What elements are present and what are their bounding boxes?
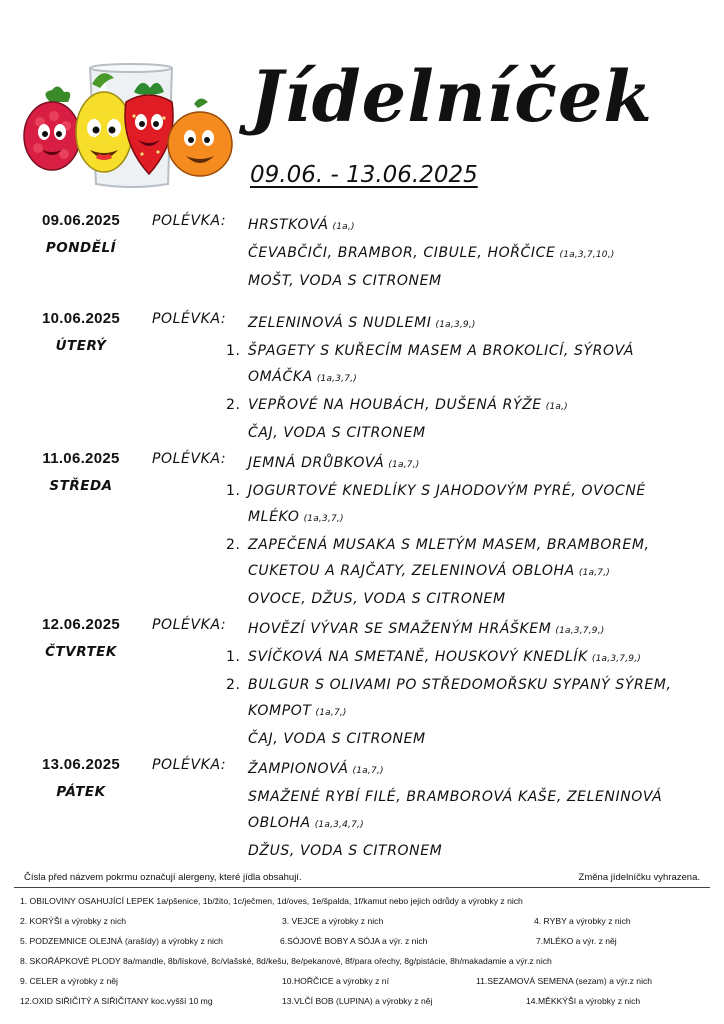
dish-line bbox=[248, 838, 698, 864]
dish-text: SVÍČKOVÁ NA SMETANĚ, HOUSKOVÝ KNEDLÍK bbox=[248, 649, 588, 665]
dish-line bbox=[248, 616, 698, 644]
allergen-item: 5. PODZEMNICE OLEJNÁ (arašídy) a výrobky z nich bbox=[20, 936, 223, 946]
dish-line bbox=[248, 784, 698, 810]
allergen-codes: (1a,3,7,) bbox=[316, 374, 357, 384]
dish-number: 2. bbox=[226, 537, 241, 553]
dish-text: ČAJ, VODA S CITRONEM bbox=[248, 425, 426, 441]
dish-line bbox=[226, 392, 698, 420]
dish-text: MOŠT, VODA S CITRONEM bbox=[248, 273, 442, 289]
day-date: 13.06.2025 bbox=[41, 756, 121, 773]
dish-line bbox=[248, 810, 698, 838]
soup-label: POLÉVKA: bbox=[152, 617, 227, 633]
dish-text: ZELENINOVÁ S NUDLEMI bbox=[248, 315, 432, 331]
header bbox=[0, 0, 724, 200]
dish-text: OVOCE, DŽUS, VODA S CITRONEM bbox=[248, 591, 506, 607]
dish-number: 1. bbox=[226, 649, 241, 665]
day-name: STŘEDA bbox=[49, 478, 113, 494]
allergen-item: 3. VEJCE a výrobky z nich bbox=[282, 916, 384, 926]
soup-label: POLÉVKA: bbox=[152, 311, 227, 327]
dish-line bbox=[226, 532, 698, 558]
allergen-codes: (1a,) bbox=[545, 402, 568, 412]
dish-text: CUKETOU A RAJČATY, ZELENINOVÁ OBLOHA bbox=[248, 563, 575, 579]
dish-line bbox=[226, 672, 698, 698]
dish-lines bbox=[226, 310, 698, 446]
dish-line bbox=[248, 364, 698, 392]
allergen-item: 1. OBILOVINY OSAHUJÍCÍ LEPEK 1a/pšenice, 1b/žito, 1c/ječmen, 1d/oves, 1e/špalda, 1f/kamut nebo jejich odrůdy a výrobky z nich bbox=[20, 896, 523, 906]
allergen-item: 10.HOŘČICE a výrobky z ní bbox=[282, 976, 389, 986]
dish-line bbox=[248, 240, 698, 268]
day-name: PÁTEK bbox=[56, 784, 106, 800]
dish-line bbox=[248, 450, 698, 478]
soup-label: POLÉVKA: bbox=[152, 213, 227, 229]
fruit-juice-logo-icon bbox=[22, 62, 242, 192]
dish-text: OBLOHA bbox=[248, 815, 311, 831]
dish-text: DŽUS, VODA S CITRONEM bbox=[248, 843, 443, 859]
day-date: 11.06.2025 bbox=[42, 450, 120, 467]
dish-text: VEPŘOVÉ NA HOUBÁCH, DUŠENÁ RÝŽE bbox=[248, 397, 542, 413]
day-name: PONDĚLÍ bbox=[45, 240, 117, 256]
dish-text: HOVĚZÍ VÝVAR SE SMAŽENÝM HRÁŠKEM bbox=[248, 621, 552, 637]
dish-line bbox=[248, 756, 698, 784]
allergen-codes: (1a,3,7,9,) bbox=[591, 654, 641, 664]
soup-label: POLÉVKA: bbox=[152, 451, 227, 467]
allergen-item: 2. KORÝŠI a výrobky z nich bbox=[20, 916, 127, 926]
allergen-item: 12.OXID SIŘIČITÝ A SIŘIČITANY koc.vyšší 10 mg bbox=[20, 996, 213, 1006]
soup-label: POLÉVKA: bbox=[152, 757, 227, 773]
dish-line bbox=[248, 504, 698, 532]
dish-number: 2. bbox=[226, 397, 241, 413]
footer-divider bbox=[14, 887, 710, 888]
allergen-item: 14.MĚKKÝŠI a výrobky z nich bbox=[526, 996, 641, 1006]
dish-text: ZAPEČENÁ MUSAKA S MLETÝM MASEM, BRAMBOREM, bbox=[248, 537, 650, 553]
dish-line bbox=[248, 310, 698, 338]
allergen-codes: (1a,3,7,9,) bbox=[555, 626, 605, 636]
allergen-codes: (1a,3,4,7,) bbox=[314, 820, 364, 830]
day-name: ÚTERÝ bbox=[55, 338, 107, 354]
dish-text: ČAJ, VODA S CITRONEM bbox=[248, 731, 426, 747]
dish-text: JEMNÁ DRŮBKOVÁ bbox=[248, 455, 385, 471]
dish-text: HRSTKOVÁ bbox=[248, 217, 329, 233]
allergen-codes: (1a,) bbox=[332, 222, 355, 232]
allergen-item: 6.SÓJOVÉ BOBY A SÓJA a výr. z nich bbox=[280, 936, 428, 946]
allergen-item: 11.SEZAMOVÁ SEMENA (sezam) a výr.z nich bbox=[476, 976, 653, 986]
dish-number: 1. bbox=[226, 343, 241, 359]
dish-lines bbox=[248, 212, 698, 294]
dish-lines bbox=[226, 450, 698, 612]
allergen-codes: (1a,7,) bbox=[315, 708, 347, 718]
dish-line bbox=[248, 420, 698, 446]
dish-text: KOMPOT bbox=[248, 703, 312, 719]
allergen-codes: (1a,3,7,10,) bbox=[559, 250, 615, 260]
dish-number: 1. bbox=[226, 483, 241, 499]
dish-line bbox=[248, 698, 698, 726]
day-date: 09.06.2025 bbox=[41, 212, 121, 229]
week-date-range: 09.06. - 13.06.2025 bbox=[250, 162, 478, 188]
dish-line bbox=[226, 338, 698, 364]
dish-line bbox=[248, 558, 698, 586]
day-date: 10.06.2025 bbox=[41, 310, 121, 327]
dish-number: 2. bbox=[226, 677, 241, 693]
allergen-codes: (1a,7,) bbox=[388, 460, 420, 470]
allergen-codes: (1a,7,) bbox=[578, 568, 610, 578]
allergen-item: 4. RYBY a výrobky z nich bbox=[534, 916, 631, 926]
dish-text: ČEVABČIČI, BRAMBOR, CIBULE, HOŘČICE bbox=[248, 245, 556, 261]
change-reserved-note: Změna jídelníčku vyhrazena. bbox=[578, 872, 700, 883]
dish-text: OMÁČKA bbox=[248, 369, 313, 385]
allergen-codes: (1a,3,7,) bbox=[303, 514, 344, 524]
dish-text: SMAŽENÉ RYBÍ FILÉ, BRAMBOROVÁ KAŠE, ZELENINOVÁ bbox=[248, 789, 663, 805]
day-date: 12.06.2025 bbox=[41, 616, 121, 633]
dish-line bbox=[248, 726, 698, 752]
dish-text: JOGURTOVÉ KNEDLÍKY S JAHODOVÝM PYRÉ, OVOCNÉ bbox=[248, 483, 646, 499]
dish-line bbox=[248, 212, 698, 240]
dish-line bbox=[226, 644, 698, 672]
allergen-codes: (1a,3,9,) bbox=[435, 320, 476, 330]
dish-line bbox=[248, 586, 698, 612]
day-name: ČTVRTEK bbox=[45, 644, 117, 660]
dish-text: MLÉKO bbox=[248, 509, 300, 525]
allergen-item: 9. CELER a výrobky z něj bbox=[20, 976, 118, 986]
dish-line bbox=[226, 478, 698, 504]
allergen-item: 8. SKOŘÁPKOVÉ PLODY 8a/mandle, 8b/lískové, 8c/vlašské, 8d/kešu, 8e/pekanové, 8f/para ořechy, 8g/pistácie, 8h/makadamie a výr.z nich bbox=[20, 956, 552, 966]
allergen-note: Čísla před názvem pokrmu označují alergeny, které jídla obsahují. bbox=[24, 872, 302, 883]
dish-lines bbox=[248, 756, 698, 864]
dish-text: ŽAMPIONOVÁ bbox=[248, 761, 349, 777]
allergen-item: 7.MLÉKO a výr. z něj bbox=[536, 936, 617, 946]
dish-line bbox=[248, 268, 698, 294]
dish-text: ŠPAGETY S KUŘECÍM MASEM A BROKOLICÍ, SÝROVÁ bbox=[248, 343, 635, 359]
dish-lines bbox=[226, 616, 698, 752]
allergen-item: 13.VLČÍ BOB (LUPINA) a výrobky z něj bbox=[282, 996, 433, 1006]
dish-text: BULGUR S OLIVAMI PO STŘEDOMOŘSKU SYPANÝ SÝREM, bbox=[248, 677, 672, 693]
page-title: Jídelníček bbox=[250, 55, 653, 138]
allergen-codes: (1a,7,) bbox=[352, 766, 384, 776]
